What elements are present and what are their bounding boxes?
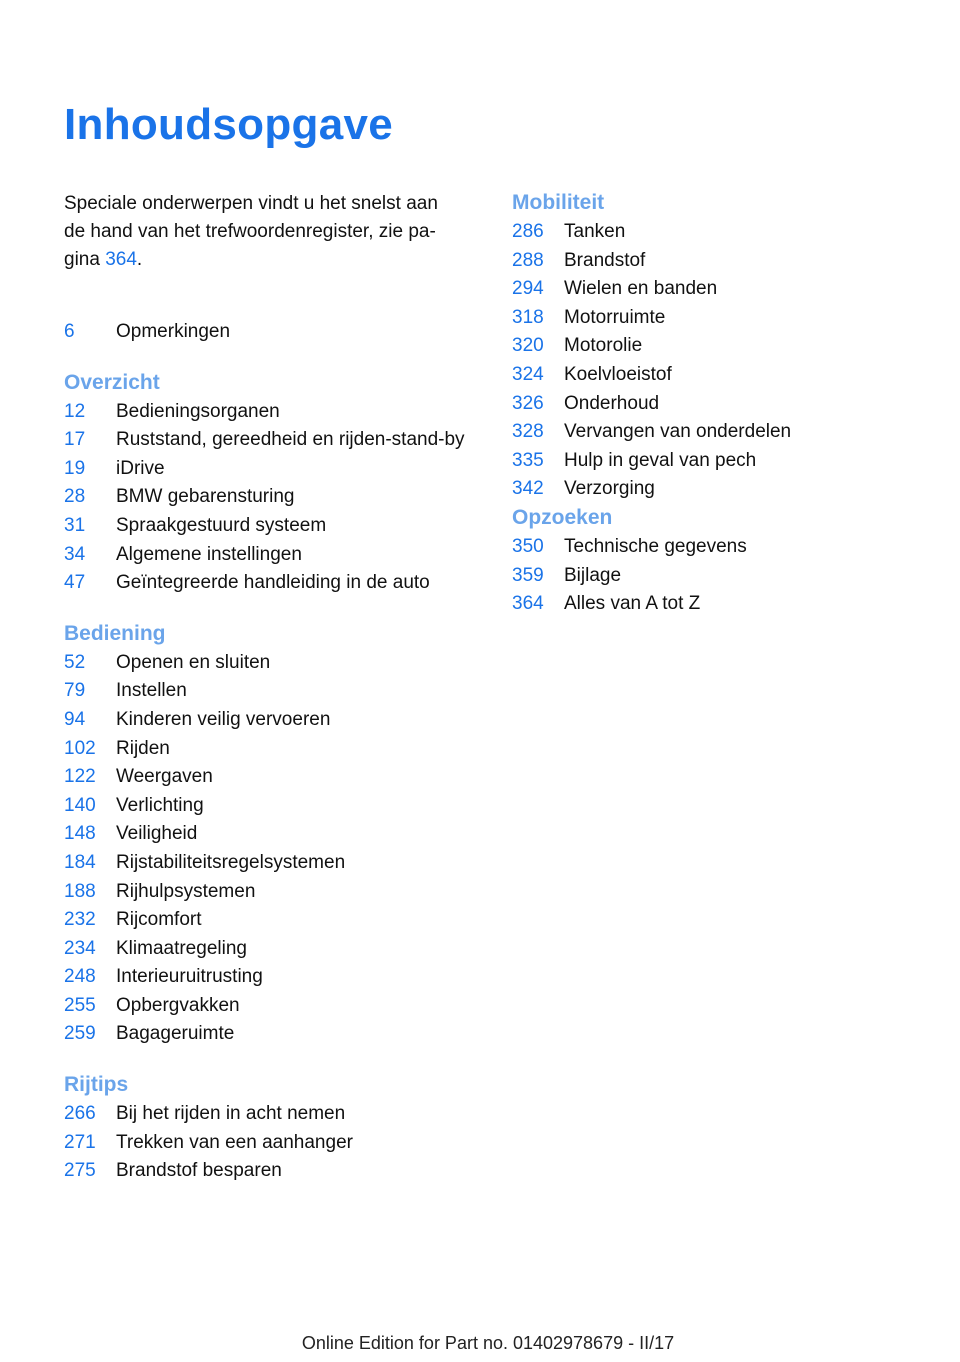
toc-entry-title: Verzorging <box>564 478 655 500</box>
toc-entry[interactable] <box>512 247 932 276</box>
toc-entry-title: Alles van A tot Z <box>564 593 701 615</box>
toc-page-number[interactable]: 12 <box>64 400 86 422</box>
toc-page-number[interactable]: 259 <box>64 1023 96 1045</box>
toc-entry-title: Bijlage <box>564 564 622 586</box>
toc-page-number[interactable]: 28 <box>64 486 86 508</box>
toc-entry-title: Wielen en banden <box>564 278 718 300</box>
section-heading: Opzoeken <box>512 505 613 529</box>
toc-entry-title: Kinderen veilig vervoeren <box>116 708 331 730</box>
toc-entry[interactable] <box>64 455 474 484</box>
toc-entry[interactable] <box>512 533 932 562</box>
toc-page-number[interactable]: 335 <box>512 449 544 471</box>
intro-text: Speciale onderwerpen vindt u het snelst aan de hand van het trefwoordenregister, zie pagina <box>64 193 438 270</box>
toc-entry[interactable] <box>64 569 474 598</box>
toc-entry[interactable] <box>512 562 932 591</box>
footer-edition-note: Online Edition for Part no. 01402978679 - II/17 <box>301 1333 675 1353</box>
toc-page-number[interactable]: 266 <box>64 1103 96 1125</box>
toc-entry-title: Opmerkingen <box>116 321 231 342</box>
index-page-link[interactable]: 364 <box>105 249 137 270</box>
toc-section-bediening <box>64 620 474 1049</box>
section-heading: Rijtips <box>64 1073 129 1097</box>
toc-entry-title: Motorruimte <box>564 306 666 328</box>
toc-entry[interactable] <box>64 1129 474 1158</box>
toc-column-left <box>64 318 474 1186</box>
toc-page-number[interactable]: 328 <box>512 421 544 443</box>
toc-page-number[interactable]: 326 <box>512 392 544 414</box>
toc-page-number[interactable]: 359 <box>512 564 544 586</box>
toc-entry[interactable] <box>512 447 932 476</box>
toc-page-number[interactable]: 79 <box>64 680 86 702</box>
toc-entry-title: Hulp in geval van pech <box>564 449 757 471</box>
toc-entry[interactable] <box>64 512 474 541</box>
toc-entry[interactable] <box>64 706 474 735</box>
toc-page-number[interactable]: 47 <box>64 572 86 594</box>
toc-entry-title: Vervangen van onderdelen <box>564 421 792 443</box>
toc-page-number[interactable]: 102 <box>64 737 96 759</box>
toc-page-number[interactable]: 294 <box>512 278 544 300</box>
toc-entry[interactable] <box>512 390 932 419</box>
toc-section-overzicht <box>64 369 474 598</box>
toc-entry-title: Brandstof <box>564 249 646 271</box>
toc-page-number[interactable]: 52 <box>64 651 86 673</box>
toc-page-number[interactable]: 148 <box>64 823 96 845</box>
toc-entry-title: Weergaven <box>116 766 213 788</box>
section-heading: Mobiliteit <box>512 191 605 214</box>
toc-entry-title: BMW gebarensturing <box>116 486 295 508</box>
toc-entry[interactable] <box>512 475 932 504</box>
toc-entry[interactable] <box>64 878 474 907</box>
toc-page-number[interactable]: 286 <box>512 221 544 242</box>
toc-page-number[interactable]: 122 <box>64 766 96 788</box>
toc-page-number[interactable]: 255 <box>64 994 96 1016</box>
intro-text-end: . <box>136 249 143 270</box>
toc-section <box>64 318 474 347</box>
toc-page-number[interactable]: 364 <box>512 593 544 615</box>
toc-page-number[interactable]: 342 <box>512 478 544 500</box>
intro-paragraph <box>64 190 464 274</box>
toc-entry[interactable] <box>64 318 474 347</box>
toc-entry-title: Technische gegevens <box>564 535 747 557</box>
toc-entry-title: iDrive <box>116 457 165 479</box>
toc-page-number[interactable]: 234 <box>64 937 96 959</box>
toc-entry[interactable] <box>64 963 474 992</box>
toc-entry-title: Instellen <box>116 680 187 702</box>
toc-entry-title: Ruststand, gereedheid en rijden-stand-by <box>116 429 465 451</box>
toc-entry[interactable] <box>64 906 474 935</box>
toc-entry[interactable] <box>512 275 932 304</box>
toc-entry[interactable] <box>64 426 474 455</box>
toc-page-number[interactable]: 324 <box>512 363 544 385</box>
toc-entry-title: Rijden <box>116 737 170 759</box>
toc-section-opzoeken <box>512 504 932 619</box>
toc-page-number[interactable]: 232 <box>64 909 96 931</box>
toc-entry-title: Bij het rijden in acht nemen <box>116 1103 346 1125</box>
toc-entry[interactable] <box>64 649 474 678</box>
toc-entry[interactable] <box>64 935 474 964</box>
toc-page-number[interactable]: 94 <box>64 708 86 730</box>
toc-page-number[interactable]: 318 <box>512 306 544 328</box>
toc-page-number[interactable]: 320 <box>512 335 544 357</box>
toc-entry[interactable] <box>64 763 474 792</box>
toc-entry-title: Openen en sluiten <box>116 651 271 673</box>
toc-entry-title: Rijcomfort <box>116 909 202 931</box>
toc-entry-title: Algemene instellingen <box>116 543 302 565</box>
toc-page-number[interactable]: 140 <box>64 794 96 816</box>
toc-entry[interactable] <box>512 304 932 333</box>
section-heading: Bediening <box>64 621 166 645</box>
toc-entry-title: Opbergvakken <box>116 994 240 1016</box>
toc-page-number[interactable]: 6 <box>64 321 75 342</box>
toc-entry-title: Brandstof besparen <box>116 1160 282 1182</box>
toc-entry-title: Interieuruitrusting <box>116 966 263 988</box>
page-title: Inhoudsopgave <box>64 100 394 149</box>
toc-entry-title: Koelvloeistof <box>564 363 672 385</box>
toc-page-number[interactable]: 275 <box>64 1160 96 1182</box>
toc-column-right <box>512 189 932 619</box>
toc-entry[interactable] <box>64 849 474 878</box>
toc-page-number[interactable]: 31 <box>64 514 86 536</box>
toc-entry-title: Veiligheid <box>116 823 198 845</box>
toc-section-rijtips <box>64 1071 474 1186</box>
toc-page-number[interactable]: 17 <box>64 429 86 451</box>
toc-entry-title: Geïntegreerde handleiding in de auto <box>116 572 430 594</box>
toc-entry[interactable] <box>64 1157 474 1186</box>
toc-entry-title: Bagageruimte <box>116 1023 235 1045</box>
toc-entry[interactable] <box>64 792 474 821</box>
toc-entry-title: Verlichting <box>116 794 204 816</box>
toc-entry[interactable] <box>512 332 932 361</box>
toc-entry-title: Bedieningsorganen <box>116 400 280 422</box>
toc-entry[interactable] <box>64 735 474 764</box>
toc-entry[interactable] <box>512 590 932 619</box>
toc-entry[interactable] <box>64 541 474 570</box>
toc-page-number[interactable]: 271 <box>64 1131 96 1153</box>
toc-entry[interactable] <box>64 1020 474 1049</box>
toc-entry[interactable] <box>64 483 474 512</box>
toc-entry-title: Rijhulpsystemen <box>116 880 256 902</box>
toc-entry[interactable] <box>64 398 474 427</box>
toc-entry[interactable] <box>64 820 474 849</box>
toc-page-number[interactable]: 188 <box>64 880 96 902</box>
toc-entry[interactable] <box>64 992 474 1021</box>
toc-page-number[interactable]: 34 <box>64 543 86 565</box>
toc-entry[interactable] <box>64 677 474 706</box>
toc-entry-title: Klimaatregeling <box>116 937 247 959</box>
toc-entry-title: Trekken van een aanhanger <box>116 1131 353 1153</box>
toc-page-number[interactable]: 288 <box>512 249 544 271</box>
toc-page-number[interactable]: 350 <box>512 535 544 557</box>
toc-entry[interactable] <box>64 1100 474 1129</box>
section-heading: Overzicht <box>64 370 160 394</box>
toc-page-number[interactable]: 19 <box>64 457 86 479</box>
toc-entry-title: Spraakgestuurd systeem <box>116 514 327 536</box>
toc-entry-title: Tanken <box>564 221 626 242</box>
toc-page-number[interactable]: 184 <box>64 851 96 873</box>
toc-page-number[interactable]: 248 <box>64 966 96 988</box>
toc-entry-title: Motorolie <box>564 335 643 357</box>
toc-section-mobiliteit <box>512 189 932 504</box>
toc-entry[interactable] <box>512 418 932 447</box>
toc-entry[interactable] <box>512 361 932 390</box>
toc-entry-title: Onderhoud <box>564 392 660 414</box>
toc-entry-title: Rijstabiliteitsregelsystemen <box>116 851 346 873</box>
toc-entry[interactable] <box>512 218 932 247</box>
